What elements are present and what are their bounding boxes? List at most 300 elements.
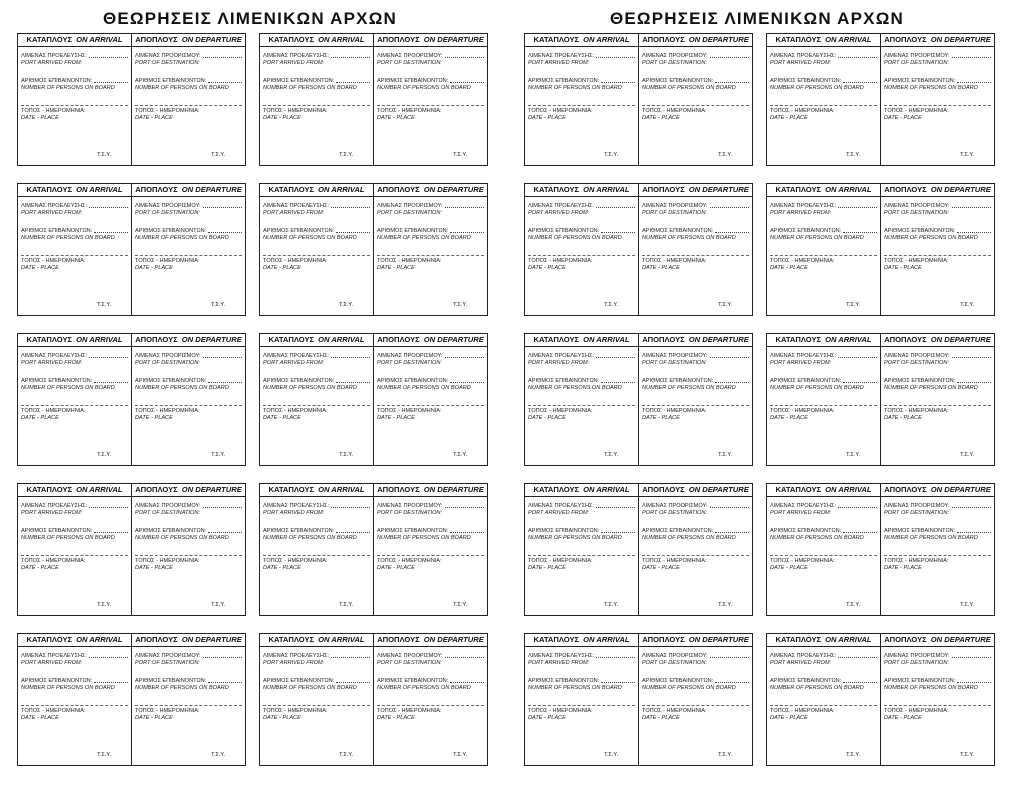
departure-date-field[interactable] bbox=[135, 558, 242, 572]
arrival-date-field[interactable] bbox=[263, 708, 370, 722]
arrival-header-en: ON ARRIVAL bbox=[583, 635, 630, 644]
arrival-port-label-gr: ΛΙΜΕΝΑΣ ΠΡΟΕΛΕΥΣΗΣ: bbox=[770, 353, 837, 359]
departure-persons-field[interactable] bbox=[642, 78, 749, 92]
arrival-stamp-label: Τ.Σ.Υ. bbox=[339, 452, 353, 458]
departure-persons-field[interactable] bbox=[377, 378, 484, 392]
port-visa-card bbox=[17, 483, 246, 616]
departure-date-field[interactable] bbox=[884, 108, 991, 122]
departure-header-en: ON DEPARTURE bbox=[688, 185, 749, 194]
departure-port-field[interactable] bbox=[135, 503, 242, 517]
departure-port-field[interactable] bbox=[884, 53, 991, 67]
departure-header-en: ON DEPARTURE bbox=[423, 35, 484, 44]
departure-date-field[interactable] bbox=[377, 108, 484, 122]
arrival-date-label-gr: ΤΟΠΟΣ - ΗΜΕΡΟΜΗΝΙΑ: bbox=[263, 258, 328, 264]
arrival-port-field[interactable] bbox=[21, 503, 128, 517]
departure-port-label-en: PORT OF DESTINATION: bbox=[884, 60, 949, 66]
arrival-persons-label-gr: ΑΡΙΘΜΟΣ ΕΠΙΒΑΙΝΟΝΤΩΝ: bbox=[528, 528, 600, 534]
departure-port-field[interactable] bbox=[377, 53, 484, 67]
departure-persons-field[interactable] bbox=[642, 228, 749, 242]
departure-header-gr: ΑΠΟΠΛΟΥΣ bbox=[377, 35, 420, 44]
arrival-column bbox=[525, 34, 638, 165]
arrival-persons-field[interactable] bbox=[770, 228, 877, 242]
arrival-date-label-en: DATE - PLACE bbox=[21, 265, 59, 271]
arrival-persons-label-gr: ΑΡΙΘΜΟΣ ΕΠΙΒΑΙΝΟΝΤΩΝ: bbox=[770, 228, 842, 234]
departure-header-gr: ΑΠΟΠΛΟΥΣ bbox=[377, 485, 420, 494]
arrival-header bbox=[525, 184, 638, 197]
departure-header-gr: ΑΠΟΠΛΟΥΣ bbox=[642, 335, 685, 344]
departure-date-field[interactable] bbox=[884, 708, 991, 722]
departure-date-label-en: DATE - PLACE bbox=[642, 715, 680, 721]
arrival-date-field[interactable] bbox=[528, 258, 635, 272]
arrival-persons-field[interactable] bbox=[21, 528, 128, 542]
arrival-header bbox=[18, 334, 131, 347]
departure-persons-label-en: NUMBER OF PERSONS ON BOARD bbox=[135, 235, 229, 241]
arrival-header bbox=[260, 334, 373, 347]
departure-port-field[interactable] bbox=[377, 503, 484, 517]
departure-date-label-gr: ΤΟΠΟΣ - ΗΜΕΡΟΜΗΝΙΑ: bbox=[642, 408, 707, 414]
arrival-persons-field[interactable] bbox=[263, 78, 370, 92]
arrival-stamp-label: Τ.Σ.Υ. bbox=[339, 602, 353, 608]
arrival-port-field[interactable] bbox=[263, 203, 370, 217]
arrival-header-en: ON ARRIVAL bbox=[76, 185, 123, 194]
arrival-date-label-en: DATE - PLACE bbox=[263, 565, 301, 571]
arrival-persons-field[interactable] bbox=[21, 678, 128, 692]
arrival-persons-field[interactable] bbox=[528, 78, 635, 92]
departure-persons-field[interactable] bbox=[135, 528, 242, 542]
departure-persons-field[interactable] bbox=[642, 378, 749, 392]
arrival-header-en: ON ARRIVAL bbox=[76, 335, 123, 344]
arrival-stamp-label: Τ.Σ.Υ. bbox=[97, 602, 111, 608]
departure-date-field[interactable] bbox=[135, 708, 242, 722]
arrival-date-label-gr: ΤΟΠΟΣ - ΗΜΕΡΟΜΗΝΙΑ: bbox=[770, 258, 835, 264]
arrival-date-field[interactable] bbox=[263, 558, 370, 572]
arrival-date-label-gr: ΤΟΠΟΣ - ΗΜΕΡΟΜΗΝΙΑ: bbox=[528, 108, 593, 114]
departure-port-label-gr: ΛΙΜΕΝΑΣ ΠΡΟΟΡΙΣΜΟΥ: bbox=[377, 53, 443, 59]
port-visa-card bbox=[17, 33, 246, 166]
departure-persons-field[interactable] bbox=[135, 78, 242, 92]
departure-port-label-en: PORT OF DESTINATION: bbox=[377, 360, 442, 366]
departure-header-en: ON DEPARTURE bbox=[930, 485, 991, 494]
departure-persons-label-en: NUMBER OF PERSONS ON BOARD bbox=[884, 535, 978, 541]
departure-header bbox=[374, 634, 487, 647]
arrival-port-field[interactable] bbox=[263, 653, 370, 667]
departure-persons-field[interactable] bbox=[377, 678, 484, 692]
departure-persons-field[interactable] bbox=[642, 528, 749, 542]
departure-date-label-en: DATE - PLACE bbox=[377, 265, 415, 271]
arrival-persons-field[interactable] bbox=[528, 528, 635, 542]
departure-port-label-gr: ΛΙΜΕΝΑΣ ΠΡΟΟΡΙΣΜΟΥ: bbox=[642, 53, 708, 59]
arrival-header-en: ON ARRIVAL bbox=[825, 185, 872, 194]
arrival-port-field[interactable] bbox=[263, 503, 370, 517]
departure-stamp-label: Τ.Σ.Υ. bbox=[453, 452, 467, 458]
divider bbox=[642, 255, 749, 256]
departure-column bbox=[373, 334, 487, 465]
arrival-port-field[interactable] bbox=[528, 203, 635, 217]
divider bbox=[528, 405, 635, 406]
departure-column bbox=[880, 184, 994, 315]
arrival-date-field[interactable] bbox=[770, 558, 877, 572]
arrival-header-gr: ΚΑΤΑΠΛΟΥΣ bbox=[533, 185, 580, 194]
departure-stamp-label: Τ.Σ.Υ. bbox=[211, 452, 225, 458]
departure-column bbox=[880, 634, 994, 765]
departure-port-field[interactable] bbox=[135, 353, 242, 367]
arrival-header bbox=[18, 184, 131, 197]
arrival-port-label-en: PORT ARRIVED FROM: bbox=[770, 510, 832, 516]
arrival-port-label-en: PORT ARRIVED FROM: bbox=[263, 510, 325, 516]
arrival-port-label-en: PORT ARRIVED FROM: bbox=[770, 210, 832, 216]
departure-port-label-en: PORT OF DESTINATION: bbox=[884, 660, 949, 666]
departure-port-label-en: PORT OF DESTINATION: bbox=[884, 510, 949, 516]
arrival-date-field[interactable] bbox=[21, 258, 128, 272]
arrival-date-field[interactable] bbox=[528, 708, 635, 722]
arrival-date-label-en: DATE - PLACE bbox=[263, 115, 301, 121]
arrival-header-en: ON ARRIVAL bbox=[583, 485, 630, 494]
arrival-date-label-gr: ΤΟΠΟΣ - ΗΜΕΡΟΜΗΝΙΑ: bbox=[21, 108, 86, 114]
departure-header bbox=[374, 34, 487, 47]
departure-stamp-label: Τ.Σ.Υ. bbox=[453, 152, 467, 158]
departure-header bbox=[374, 184, 487, 197]
departure-date-label-en: DATE - PLACE bbox=[884, 115, 922, 121]
arrival-persons-label-en: NUMBER OF PERSONS ON BOARD bbox=[770, 535, 864, 541]
departure-header-gr: ΑΠΟΠΛΟΥΣ bbox=[642, 485, 685, 494]
departure-date-field[interactable] bbox=[884, 558, 991, 572]
departure-header-en: ON DEPARTURE bbox=[181, 185, 242, 194]
arrival-column bbox=[260, 184, 373, 315]
divider bbox=[263, 105, 370, 106]
arrival-port-label-en: PORT ARRIVED FROM: bbox=[528, 60, 590, 66]
arrival-date-field[interactable] bbox=[770, 258, 877, 272]
departure-port-label-gr: ΛΙΜΕΝΑΣ ΠΡΟΟΡΙΣΜΟΥ: bbox=[135, 503, 201, 509]
departure-stamp-label: Τ.Σ.Υ. bbox=[960, 302, 974, 308]
departure-persons-field[interactable] bbox=[377, 78, 484, 92]
arrival-port-field[interactable] bbox=[770, 353, 877, 367]
arrival-persons-label-gr: ΑΡΙΘΜΟΣ ΕΠΙΒΑΙΝΟΝΤΩΝ: bbox=[770, 678, 842, 684]
arrival-header bbox=[260, 484, 373, 497]
arrival-persons-label-gr: ΑΡΙΘΜΟΣ ΕΠΙΒΑΙΝΟΝΤΩΝ: bbox=[21, 228, 93, 234]
arrival-stamp-label: Τ.Σ.Υ. bbox=[604, 452, 618, 458]
arrival-date-label-en: DATE - PLACE bbox=[528, 565, 566, 571]
departure-persons-label-gr: ΑΡΙΘΜΟΣ ΕΠΙΒΑΙΝΟΝΤΩΝ: bbox=[884, 378, 956, 384]
departure-port-field[interactable] bbox=[377, 653, 484, 667]
arrival-header bbox=[18, 484, 131, 497]
arrival-port-field[interactable] bbox=[770, 53, 877, 67]
page-title-right: ΘΕΩΡΗΣΕΙΣ ΛΙΜΕΝΙΚΩΝ ΑΡΧΩΝ bbox=[609, 9, 905, 28]
arrival-stamp-label: Τ.Σ.Υ. bbox=[339, 302, 353, 308]
departure-header-gr: ΑΠΟΠΛΟΥΣ bbox=[135, 335, 178, 344]
arrival-port-field[interactable] bbox=[21, 53, 128, 67]
departure-header bbox=[881, 184, 994, 197]
port-visa-card bbox=[766, 483, 995, 616]
departure-persons-label-gr: ΑΡΙΘΜΟΣ ΕΠΙΒΑΙΝΟΝΤΩΝ: bbox=[642, 228, 714, 234]
departure-port-field[interactable] bbox=[884, 503, 991, 517]
port-visa-card bbox=[766, 633, 995, 766]
arrival-date-label-gr: ΤΟΠΟΣ - ΗΜΕΡΟΜΗΝΙΑ: bbox=[263, 558, 328, 564]
departure-header-en: ON DEPARTURE bbox=[181, 635, 242, 644]
departure-date-field[interactable] bbox=[377, 558, 484, 572]
arrival-persons-field[interactable] bbox=[263, 228, 370, 242]
arrival-date-field[interactable] bbox=[770, 108, 877, 122]
departure-persons-field[interactable] bbox=[135, 378, 242, 392]
departure-port-field[interactable] bbox=[642, 653, 749, 667]
departure-column bbox=[638, 334, 752, 465]
departure-port-field[interactable] bbox=[135, 653, 242, 667]
arrival-persons-field[interactable] bbox=[770, 528, 877, 542]
arrival-port-label-en: PORT ARRIVED FROM: bbox=[528, 660, 590, 666]
departure-port-label-en: PORT OF DESTINATION: bbox=[642, 510, 707, 516]
departure-header bbox=[881, 484, 994, 497]
departure-port-field[interactable] bbox=[642, 203, 749, 217]
departure-date-label-gr: ΤΟΠΟΣ - ΗΜΕΡΟΜΗΝΙΑ: bbox=[642, 708, 707, 714]
arrival-date-field[interactable] bbox=[263, 258, 370, 272]
arrival-header-gr: ΚΑΤΑΠΛΟΥΣ bbox=[533, 35, 580, 44]
departure-port-label-en: PORT OF DESTINATION: bbox=[377, 660, 442, 666]
departure-port-field[interactable] bbox=[135, 203, 242, 217]
departure-column bbox=[131, 634, 245, 765]
arrival-port-field[interactable] bbox=[263, 53, 370, 67]
departure-date-field[interactable] bbox=[884, 408, 991, 422]
departure-header-en: ON DEPARTURE bbox=[688, 335, 749, 344]
port-visa-card bbox=[524, 483, 753, 616]
arrival-port-field[interactable] bbox=[528, 503, 635, 517]
departure-persons-field[interactable] bbox=[884, 228, 991, 242]
divider bbox=[377, 555, 484, 556]
departure-port-field[interactable] bbox=[377, 203, 484, 217]
arrival-date-label-en: DATE - PLACE bbox=[770, 415, 808, 421]
departure-date-label-gr: ΤΟΠΟΣ - ΗΜΕΡΟΜΗΝΙΑ: bbox=[642, 558, 707, 564]
departure-date-label-en: DATE - PLACE bbox=[377, 715, 415, 721]
departure-stamp-label: Τ.Σ.Υ. bbox=[211, 152, 225, 158]
arrival-persons-label-en: NUMBER OF PERSONS ON BOARD bbox=[528, 535, 622, 541]
divider bbox=[377, 255, 484, 256]
arrival-stamp-label: Τ.Σ.Υ. bbox=[846, 152, 860, 158]
arrival-date-field[interactable] bbox=[770, 708, 877, 722]
departure-date-label-en: DATE - PLACE bbox=[642, 565, 680, 571]
departure-header-en: ON DEPARTURE bbox=[930, 185, 991, 194]
departure-persons-label-en: NUMBER OF PERSONS ON BOARD bbox=[377, 85, 471, 91]
arrival-port-field[interactable] bbox=[770, 203, 877, 217]
departure-port-field[interactable] bbox=[135, 53, 242, 67]
arrival-date-field[interactable] bbox=[528, 558, 635, 572]
divider bbox=[770, 405, 877, 406]
arrival-persons-field[interactable] bbox=[21, 378, 128, 392]
divider bbox=[770, 105, 877, 106]
departure-date-field[interactable] bbox=[642, 108, 749, 122]
departure-column bbox=[638, 484, 752, 615]
departure-header bbox=[639, 484, 752, 497]
arrival-column bbox=[767, 184, 880, 315]
arrival-port-label-en: PORT ARRIVED FROM: bbox=[263, 210, 325, 216]
arrival-date-field[interactable] bbox=[528, 408, 635, 422]
arrival-date-field[interactable] bbox=[263, 408, 370, 422]
arrival-header-en: ON ARRIVAL bbox=[583, 335, 630, 344]
arrival-persons-field[interactable] bbox=[263, 678, 370, 692]
arrival-header bbox=[525, 634, 638, 647]
arrival-date-field[interactable] bbox=[21, 558, 128, 572]
departure-date-label-en: DATE - PLACE bbox=[135, 715, 173, 721]
departure-header bbox=[881, 634, 994, 647]
departure-date-field[interactable] bbox=[642, 558, 749, 572]
arrival-persons-field[interactable] bbox=[770, 378, 877, 392]
departure-port-field[interactable] bbox=[884, 353, 991, 367]
departure-date-field[interactable] bbox=[135, 258, 242, 272]
arrival-port-label-gr: ΛΙΜΕΝΑΣ ΠΡΟΕΛΕΥΣΗΣ: bbox=[263, 653, 330, 659]
arrival-header-gr: ΚΑΤΑΠΛΟΥΣ bbox=[533, 635, 580, 644]
departure-date-field[interactable] bbox=[884, 258, 991, 272]
departure-column bbox=[373, 484, 487, 615]
divider bbox=[528, 705, 635, 706]
departure-port-label-gr: ΛΙΜΕΝΑΣ ΠΡΟΟΡΙΣΜΟΥ: bbox=[135, 203, 201, 209]
departure-persons-field[interactable] bbox=[884, 678, 991, 692]
arrival-port-field[interactable] bbox=[528, 53, 635, 67]
arrival-persons-field[interactable] bbox=[770, 78, 877, 92]
departure-port-label-en: PORT OF DESTINATION: bbox=[884, 210, 949, 216]
divider bbox=[770, 705, 877, 706]
arrival-header-gr: ΚΑΤΑΠΛΟΥΣ bbox=[268, 485, 315, 494]
arrival-header-gr: ΚΑΤΑΠΛΟΥΣ bbox=[26, 635, 73, 644]
departure-port-label-en: PORT OF DESTINATION: bbox=[377, 210, 442, 216]
departure-port-field[interactable] bbox=[884, 203, 991, 217]
departure-date-field[interactable] bbox=[135, 408, 242, 422]
departure-port-label-en: PORT OF DESTINATION: bbox=[135, 360, 200, 366]
arrival-date-field[interactable] bbox=[263, 108, 370, 122]
departure-stamp-label: Τ.Σ.Υ. bbox=[718, 602, 732, 608]
departure-persons-label-gr: ΑΡΙΘΜΟΣ ΕΠΙΒΑΙΝΟΝΤΩΝ: bbox=[135, 678, 207, 684]
departure-date-field[interactable] bbox=[135, 108, 242, 122]
departure-column bbox=[131, 484, 245, 615]
arrival-column bbox=[18, 334, 131, 465]
departure-header-gr: ΑΠΟΠΛΟΥΣ bbox=[135, 635, 178, 644]
arrival-date-label-gr: ΤΟΠΟΣ - ΗΜΕΡΟΜΗΝΙΑ: bbox=[528, 558, 593, 564]
departure-date-label-en: DATE - PLACE bbox=[884, 565, 922, 571]
departure-stamp-label: Τ.Σ.Υ. bbox=[453, 302, 467, 308]
arrival-port-label-gr: ΛΙΜΕΝΑΣ ΠΡΟΕΛΕΥΣΗΣ: bbox=[263, 353, 330, 359]
arrival-port-field[interactable] bbox=[770, 653, 877, 667]
divider bbox=[21, 555, 128, 556]
arrival-persons-field[interactable] bbox=[263, 528, 370, 542]
departure-persons-field[interactable] bbox=[377, 228, 484, 242]
departure-date-field[interactable] bbox=[642, 408, 749, 422]
departure-date-field[interactable] bbox=[642, 258, 749, 272]
departure-persons-field[interactable] bbox=[642, 678, 749, 692]
arrival-port-label-gr: ΛΙΜΕΝΑΣ ΠΡΟΕΛΕΥΣΗΣ: bbox=[770, 203, 837, 209]
arrival-persons-field[interactable] bbox=[528, 228, 635, 242]
arrival-port-field[interactable] bbox=[770, 503, 877, 517]
departure-date-field[interactable] bbox=[642, 708, 749, 722]
port-visa-card bbox=[259, 183, 488, 316]
arrival-header-gr: ΚΑΤΑΠΛΟΥΣ bbox=[26, 185, 73, 194]
departure-persons-field[interactable] bbox=[135, 678, 242, 692]
departure-persons-label-en: NUMBER OF PERSONS ON BOARD bbox=[884, 85, 978, 91]
arrival-port-label-en: PORT ARRIVED FROM: bbox=[528, 510, 590, 516]
departure-date-label-gr: ΤΟΠΟΣ - ΗΜΕΡΟΜΗΝΙΑ: bbox=[135, 258, 200, 264]
departure-header-gr: ΑΠΟΠΛΟΥΣ bbox=[135, 185, 178, 194]
arrival-port-field[interactable] bbox=[528, 353, 635, 367]
departure-persons-label-gr: ΑΡΙΘΜΟΣ ΕΠΙΒΑΙΝΟΝΤΩΝ: bbox=[884, 678, 956, 684]
arrival-port-field[interactable] bbox=[21, 653, 128, 667]
departure-persons-label-gr: ΑΡΙΘΜΟΣ ΕΠΙΒΑΙΝΟΝΤΩΝ: bbox=[377, 378, 449, 384]
arrival-port-field[interactable] bbox=[21, 353, 128, 367]
divider bbox=[884, 255, 991, 256]
divider bbox=[135, 555, 242, 556]
arrival-persons-label-en: NUMBER OF PERSONS ON BOARD bbox=[770, 685, 864, 691]
arrival-port-label-gr: ΛΙΜΕΝΑΣ ΠΡΟΕΛΕΥΣΗΣ: bbox=[21, 353, 88, 359]
arrival-port-label-en: PORT ARRIVED FROM: bbox=[528, 210, 590, 216]
departure-persons-label-en: NUMBER OF PERSONS ON BOARD bbox=[377, 685, 471, 691]
departure-persons-field[interactable] bbox=[377, 528, 484, 542]
departure-header bbox=[132, 484, 245, 497]
divider bbox=[642, 105, 749, 106]
divider bbox=[770, 255, 877, 256]
arrival-date-label-en: DATE - PLACE bbox=[21, 115, 59, 121]
divider bbox=[263, 555, 370, 556]
departure-port-field[interactable] bbox=[642, 353, 749, 367]
departure-date-field[interactable] bbox=[377, 258, 484, 272]
departure-date-label-en: DATE - PLACE bbox=[642, 115, 680, 121]
arrival-header-en: ON ARRIVAL bbox=[583, 35, 630, 44]
departure-port-field[interactable] bbox=[884, 653, 991, 667]
departure-date-field[interactable] bbox=[377, 408, 484, 422]
arrival-port-label-gr: ΛΙΜΕΝΑΣ ΠΡΟΕΛΕΥΣΗΣ: bbox=[528, 203, 595, 209]
arrival-column bbox=[525, 484, 638, 615]
arrival-port-field[interactable] bbox=[528, 653, 635, 667]
departure-header bbox=[374, 334, 487, 347]
port-visa-card bbox=[259, 633, 488, 766]
divider bbox=[377, 105, 484, 106]
arrival-persons-field[interactable] bbox=[528, 678, 635, 692]
arrival-persons-field[interactable] bbox=[263, 378, 370, 392]
arrival-port-label-en: PORT ARRIVED FROM: bbox=[770, 360, 832, 366]
departure-persons-field[interactable] bbox=[135, 228, 242, 242]
divider bbox=[21, 705, 128, 706]
arrival-date-field[interactable] bbox=[528, 108, 635, 122]
arrival-date-field[interactable] bbox=[21, 108, 128, 122]
arrival-stamp-label: Τ.Σ.Υ. bbox=[339, 152, 353, 158]
departure-persons-label-gr: ΑΡΙΘΜΟΣ ΕΠΙΒΑΙΝΟΝΤΩΝ: bbox=[884, 78, 956, 84]
departure-persons-field[interactable] bbox=[884, 528, 991, 542]
arrival-date-field[interactable] bbox=[21, 408, 128, 422]
departure-header bbox=[881, 34, 994, 47]
departure-stamp-label: Τ.Σ.Υ. bbox=[960, 752, 974, 758]
arrival-persons-label-en: NUMBER OF PERSONS ON BOARD bbox=[528, 85, 622, 91]
arrival-port-field[interactable] bbox=[21, 203, 128, 217]
arrival-header-gr: ΚΑΤΑΠΛΟΥΣ bbox=[775, 485, 822, 494]
arrival-port-field[interactable] bbox=[263, 353, 370, 367]
departure-persons-field[interactable] bbox=[884, 378, 991, 392]
departure-column bbox=[131, 184, 245, 315]
departure-port-field[interactable] bbox=[377, 353, 484, 367]
departure-port-field[interactable] bbox=[642, 503, 749, 517]
departure-port-label-gr: ΛΙΜΕΝΑΣ ΠΡΟΟΡΙΣΜΟΥ: bbox=[642, 653, 708, 659]
arrival-date-label-gr: ΤΟΠΟΣ - ΗΜΕΡΟΜΗΝΙΑ: bbox=[528, 708, 593, 714]
arrival-header-en: ON ARRIVAL bbox=[825, 35, 872, 44]
arrival-port-label-gr: ΛΙΜΕΝΑΣ ΠΡΟΕΛΕΥΣΗΣ: bbox=[770, 53, 837, 59]
departure-persons-field[interactable] bbox=[884, 78, 991, 92]
arrival-date-field[interactable] bbox=[21, 708, 128, 722]
arrival-persons-field[interactable] bbox=[770, 678, 877, 692]
departure-port-field[interactable] bbox=[642, 53, 749, 67]
departure-header-gr: ΑΠΟΠΛΟΥΣ bbox=[884, 635, 927, 644]
arrival-header bbox=[525, 484, 638, 497]
arrival-persons-label-en: NUMBER OF PERSONS ON BOARD bbox=[770, 385, 864, 391]
arrival-persons-field[interactable] bbox=[21, 228, 128, 242]
arrival-date-field[interactable] bbox=[770, 408, 877, 422]
arrival-persons-field[interactable] bbox=[528, 378, 635, 392]
departure-date-field[interactable] bbox=[377, 708, 484, 722]
arrival-header bbox=[767, 34, 880, 47]
arrival-header bbox=[767, 184, 880, 197]
arrival-persons-field[interactable] bbox=[21, 78, 128, 92]
arrival-date-label-gr: ΤΟΠΟΣ - ΗΜΕΡΟΜΗΝΙΑ: bbox=[770, 708, 835, 714]
